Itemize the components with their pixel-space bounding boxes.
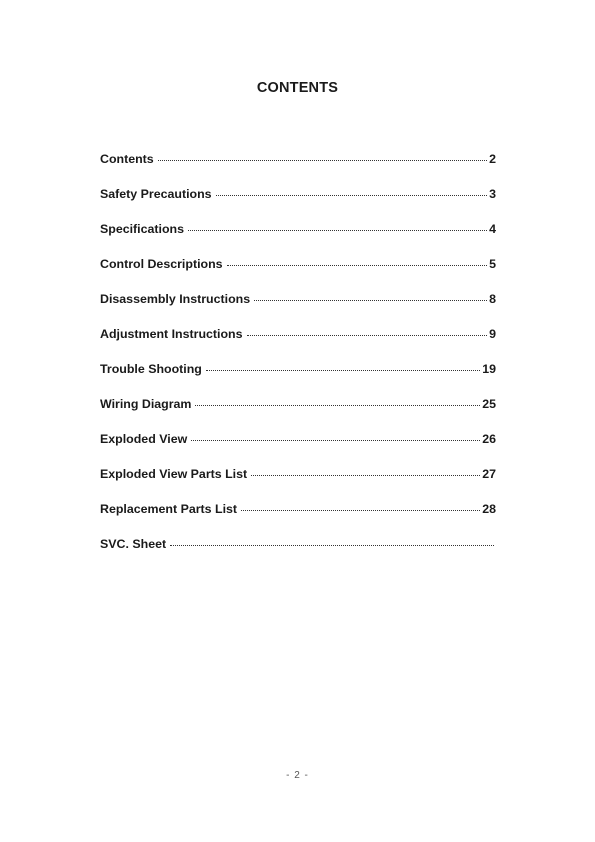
toc-entry (100, 152, 496, 187)
page-number-footer: - 2 - (286, 770, 309, 781)
toc-entry-label: Specifications (100, 222, 185, 236)
toc-entry-label: Disassembly Instructions (100, 292, 251, 306)
toc-leader-dots (227, 264, 488, 266)
toc-leader-dots (191, 439, 480, 441)
toc-leader-dots (254, 299, 487, 301)
toc-entry (100, 502, 496, 537)
toc-entry (100, 222, 496, 257)
toc-entry-page: 19 (482, 362, 496, 376)
toc-entry-page: 27 (482, 467, 496, 481)
toc-entry-label: Safety Precautions (100, 187, 212, 201)
toc-leader-dots (195, 404, 480, 406)
toc-entry-label: Trouble Shooting (100, 362, 202, 376)
toc-entry (100, 187, 496, 222)
toc-entry-page: 2 (489, 152, 496, 166)
toc-leader-dots (216, 194, 488, 196)
toc-entry-page: 28 (482, 502, 496, 516)
toc-entry-page: 9 (489, 327, 496, 341)
table-of-contents (100, 152, 496, 572)
toc-leader-dots (251, 474, 480, 476)
toc-entry (100, 257, 496, 292)
toc-entry-page: 25 (482, 397, 496, 411)
toc-leader-dots (158, 159, 487, 161)
toc-entry-label: SVC. Sheet (100, 537, 167, 551)
toc-entry-page: 5 (489, 257, 496, 271)
page-title: CONTENTS (256, 80, 339, 96)
toc-leader-dots (241, 509, 480, 511)
toc-entry-label: Adjustment Instructions (100, 327, 243, 341)
toc-entry (100, 327, 496, 362)
toc-leader-dots (170, 544, 494, 546)
toc-entry-page: 8 (489, 292, 496, 306)
toc-entry (100, 467, 496, 502)
toc-entry-label: Wiring Diagram (100, 397, 192, 411)
toc-leader-dots (247, 334, 488, 336)
toc-entry (100, 432, 496, 467)
toc-leader-dots (206, 369, 480, 371)
toc-entry (100, 292, 496, 327)
toc-entry (100, 537, 496, 572)
toc-entry-label: Contents (100, 152, 154, 166)
toc-entry-page: 26 (482, 432, 496, 446)
toc-entry-label: Control Descriptions (100, 257, 223, 271)
toc-leader-dots (188, 229, 487, 231)
toc-entry-page: 4 (489, 222, 496, 236)
toc-entry-page: 3 (489, 187, 496, 201)
toc-entry-label: Replacement Parts List (100, 502, 238, 516)
toc-entry (100, 362, 496, 397)
toc-entry-label: Exploded View (100, 432, 188, 446)
toc-entry (100, 397, 496, 432)
toc-entry-label: Exploded View Parts List (100, 467, 248, 481)
